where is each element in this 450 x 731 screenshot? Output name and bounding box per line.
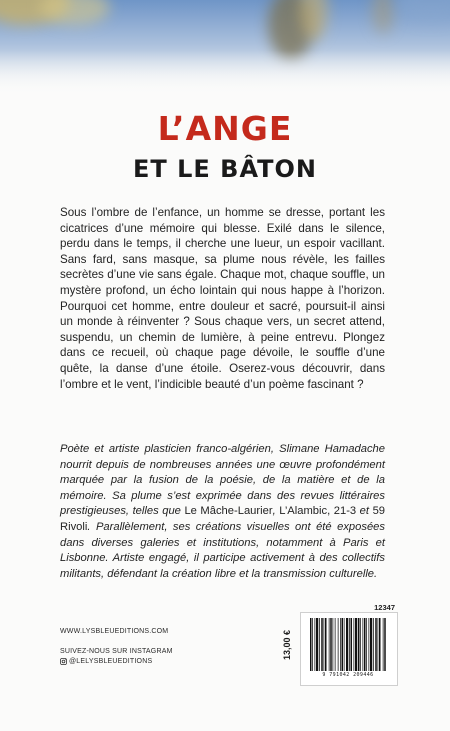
- author-bio: [60, 442, 385, 582]
- barcode-bar: [375, 618, 377, 671]
- barcode-bar: [378, 618, 379, 671]
- barcode-bar: [379, 618, 381, 671]
- barcode-bar: [329, 618, 330, 671]
- barcode-bar: [360, 618, 361, 671]
- isbn-digits: 9 791042 209446: [322, 672, 374, 678]
- barcode-bar: [351, 618, 353, 671]
- barcode-bar: [319, 618, 320, 671]
- barcode-bar: [344, 618, 345, 671]
- barcode-bar: [335, 618, 336, 671]
- synopsis-text: Sous l’ombre de l’enfance, un homme se dresse, portant les cicatrices d’une mémoire qui blesse. Exilé dans le silence, perdu dans le temps, il cherche une lueur, un espoir vacillant. Sans fard, sans masque, sa plume nous révèle, les failles secrètes d’une vie sans égale. Chaque mot, chaque souffle, un mystère profond, un écho lointain qui nous happe à l’horizon. Pourquoi cet homme, entre douleur et sacré, poursuit-il ainsi un monde à réinventer ? Sous chaque vers, un secret attend, suspendu, un chemin de lumière, à peine entrevu. Plongez dans ce recueil, où chaque page dévoile, le souffle d’une quête, la danse d’une étoile. Oserez-vous découvrir, dans l’ombre et le vent, l’indicible beauté d’un poème fascinant ?: [60, 206, 385, 391]
- barcode-bar: [346, 618, 348, 671]
- reference-number: 12347: [374, 603, 395, 612]
- barcode: [309, 618, 387, 671]
- barcode-bar: [358, 618, 360, 671]
- barcode-bar: [342, 618, 344, 671]
- barcode-box: [300, 612, 398, 686]
- barcode-bar: [369, 618, 370, 671]
- barcode-bar: [354, 618, 355, 671]
- bio-part-1: Poète et artiste plasticien franco-algérien, Slimane Hamadache nourrit depuis de nombreuses années une œuvre profondément marquée par la fusion de la poésie, de la matière et de la mémoire. Sa plume s’est exprimée dans des revues littéraires prestigieuses, telles que: [60, 443, 385, 518]
- barcode-bar: [330, 618, 332, 671]
- barcode-bar: [333, 618, 334, 671]
- barcode-bar: [364, 618, 366, 671]
- barcode-bar: [316, 618, 318, 671]
- barcode-bar: [324, 618, 325, 671]
- barcode-bar: [310, 618, 312, 671]
- bio-separator-2: et: [356, 505, 373, 518]
- instagram-handle-line: [60, 658, 152, 665]
- barcode-bar: [325, 618, 327, 671]
- bio-separator-1: ,: [272, 505, 280, 518]
- barcode-bar: [338, 618, 339, 671]
- bio-revue-3: 59 Rivoli: [60, 505, 386, 533]
- barcode-bar: [321, 618, 323, 671]
- publisher-website: WWW.LYSBLEUEDITIONS.COM: [60, 628, 169, 635]
- barcode-bar: [366, 618, 367, 671]
- book-title-line-1: L’ANGE: [157, 109, 293, 148]
- barcode-bar: [349, 618, 350, 671]
- instagram-icon: [60, 658, 67, 665]
- barcode-bar: [340, 618, 341, 671]
- bio-revue-1: Le Mâche-Laurier: [184, 505, 273, 518]
- barcode-bar: [312, 618, 313, 671]
- price: 13,00 €: [282, 629, 292, 661]
- book-title-line-2: ET LE BÂTON: [132, 155, 318, 183]
- barcode-bar: [383, 618, 384, 671]
- barcode-bar: [363, 618, 364, 671]
- bio-revue-2: L’Alambic, 21-3: [279, 505, 357, 518]
- barcode-bar: [315, 618, 316, 671]
- barcode-bar: [373, 618, 374, 671]
- barcode-bar: [370, 618, 372, 671]
- instagram-prompt: SUIVEZ-NOUS SUR INSTAGRAM: [60, 648, 173, 655]
- bio-part-2: . Parallèlement, ses créations visuelles ont été exposées dans diverses galeries et institutions, notamment à Paris et Lisbonne. Artiste engagé, il participe activement à des collectifs militants, défendant la création libre et la transmission culturelle.: [60, 520, 385, 580]
- barcode-bar: [355, 618, 357, 671]
- cover-photo-band: [0, 0, 450, 95]
- barcode-bar: [384, 618, 386, 671]
- instagram-handle: @LELYSBLEUEDITIONS: [69, 658, 153, 665]
